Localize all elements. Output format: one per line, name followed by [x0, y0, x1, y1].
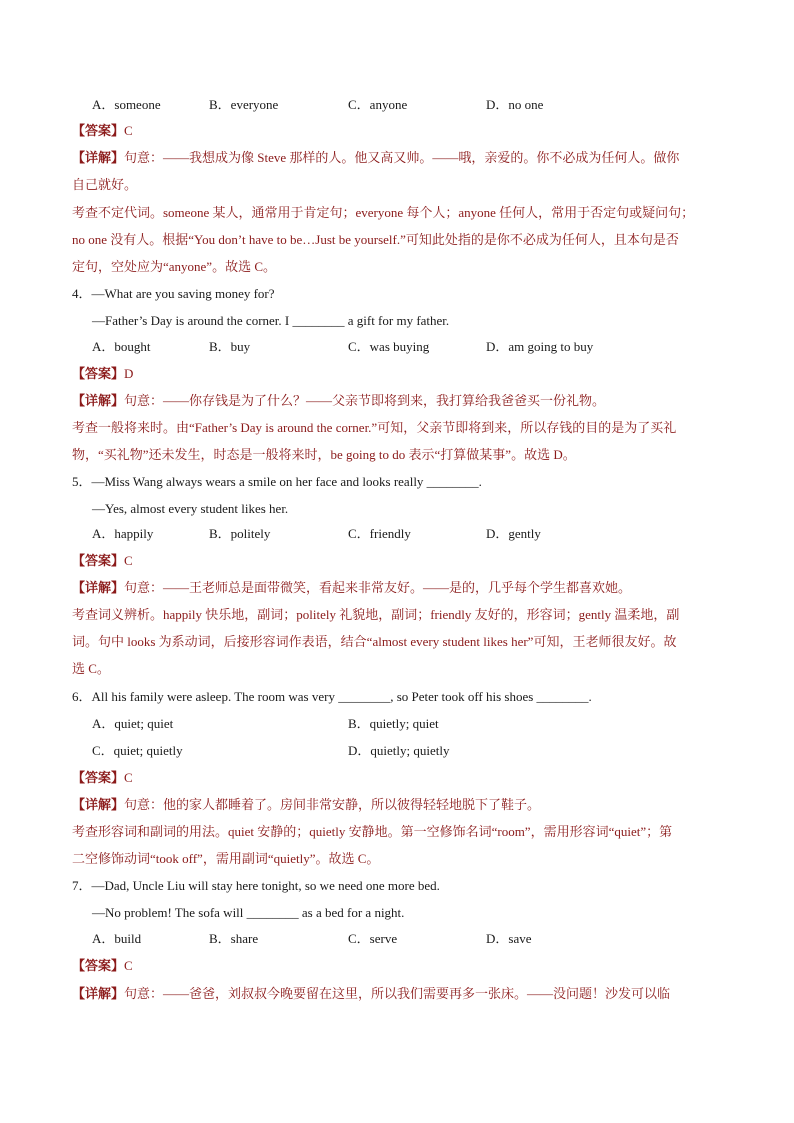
q7-option-b: B．share — [209, 931, 259, 946]
detail-tag: 【详解】 — [72, 150, 125, 165]
q7-option-a: A．build — [92, 931, 142, 946]
answer-value: C — [124, 958, 133, 973]
q5-answer — [72, 552, 133, 570]
q4-option-b: B．buy — [209, 339, 251, 354]
detail-tag: 【详解】 — [72, 393, 125, 408]
answer-tag: 【答案】 — [72, 123, 125, 138]
q6-option-b: B．quietly; quiet — [348, 716, 439, 731]
q6-stem-line-1: 6．All his family were asleep. The room was very ________, so Peter took off his shoes ________. — [72, 689, 592, 704]
q4-stem-line-1: 4．—What are you saving money for? — [72, 286, 275, 301]
answer-value: C — [124, 123, 133, 138]
q6-option-c: C．quiet; quietly — [92, 743, 183, 758]
q4-option-d: D．am going to buy — [486, 339, 594, 354]
answer-tag: 【答案】 — [72, 366, 125, 381]
q5-option-b: B．politely — [209, 526, 271, 541]
q7-option-d: D．save — [486, 931, 532, 946]
q6-detail-line-1 — [72, 796, 540, 814]
q7-stem-line-1: 7．—Dad, Uncle Liu will stay here tonight, so we need one more bed. — [72, 878, 440, 893]
q6-option-d: D．quietly; quietly — [348, 743, 450, 758]
q7-option-c: C．serve — [348, 931, 398, 946]
detail-text: 句意：——王老师总是面带微笑，看起来非常友好。——是的，几乎每个学生都喜欢她。 — [124, 580, 632, 595]
answer-value: D — [124, 366, 134, 381]
q7-detail-line-1 — [72, 985, 670, 1003]
q5-detail-line-3: 词。句中 looks 为系动词，后接形容词作表语，结合“almost every student likes her”可知，王老师很友好。故 — [72, 634, 677, 649]
q3-detail-line-3: 考查不定代词。someone 某人，通常用于肯定句；everyone 每个人；anyone 任何人，常用于否定句或疑问句； — [72, 205, 695, 220]
q6-detail-line-2: 考查形容词和副词的用法。quiet 安静的；quietly 安静地。第一空修饰名词“room”，需用形容词“quiet”；第 — [72, 824, 673, 839]
q3-detail-line-2: 自己就好。 — [72, 177, 138, 192]
q3-option-d: D．no one — [486, 97, 544, 112]
q3-option-a: A．someone — [92, 97, 161, 112]
q5-detail-line-2: 考查词义辨析。happily 快乐地，副词；politely 礼貌地，副词；friendly 友好的，形容词；gently 温柔地，副 — [72, 607, 680, 622]
q3-detail-line-4: no one 没有人。根据“You don’t have to be…Just be yourself.”可知此处指的是你不必成为任何人，且本句是否 — [72, 232, 679, 247]
detail-text: 句意：他的家人都睡着了。房间非常安静，所以彼得轻轻地脱下了鞋子。 — [124, 797, 541, 812]
q4-option-a: A．bought — [92, 339, 151, 354]
q4-detail-line-1 — [72, 392, 605, 410]
answer-tag: 【答案】 — [72, 770, 125, 785]
q5-stem-line-2: —Yes, almost every student likes her. — [92, 501, 289, 516]
detail-tag: 【详解】 — [72, 580, 125, 595]
q7-answer — [72, 957, 133, 975]
q4-option-c: C．was buying — [348, 339, 430, 354]
q4-stem-line-2: —Father’s Day is around the corner. I ________ a gift for my father. — [92, 313, 450, 328]
q6-detail-line-3: 二空修饰动词“took off”，需用副词“quietly”。故选 C。 — [72, 851, 380, 866]
q5-detail-line-1 — [72, 579, 631, 597]
detail-text: 句意：——你存钱是为了什么？——父亲节即将到来，我打算给我爸爸买一份礼物。 — [124, 393, 606, 408]
answer-value: C — [124, 553, 133, 568]
q6-answer — [72, 769, 133, 787]
q6-option-a: A．quiet; quiet — [92, 716, 174, 731]
answer-value: C — [124, 770, 133, 785]
q4-answer — [72, 365, 133, 383]
q3-option-c: C．anyone — [348, 97, 408, 112]
detail-text: 句意：——我想成为像 Steve 那样的人。他又高又帅。——哦，亲爱的。你不必成为任何人。做你 — [124, 150, 680, 165]
q7-stem-line-2: —No problem! The sofa will ________ as a bed for a night. — [92, 905, 405, 920]
q5-detail-line-4: 选 C。 — [72, 661, 110, 676]
q4-detail-line-2: 考查一般将来时。由“Father’s Day is around the corner.”可知，父亲节即将到来，所以存钱的目的是为了买礼 — [72, 420, 677, 435]
q5-option-d: D．gently — [486, 526, 541, 541]
detail-text: 句意：——爸爸，刘叔叔今晚要留在这里，所以我们需要再多一张床。——没问题！沙发可以临 — [124, 986, 671, 1001]
q3-answer — [72, 122, 133, 140]
q5-option-c: C．friendly — [348, 526, 411, 541]
q5-stem-line-1: 5．—Miss Wang always wears a smile on her face and looks really ________. — [72, 474, 482, 489]
q3-detail-line-1 — [72, 149, 679, 167]
q5-option-a: A．happily — [92, 526, 154, 541]
q4-detail-line-3: 物，“买礼物”还未发生，时态是一般将来时，be going to do 表示“打算做某事”。故选 D。 — [72, 447, 576, 462]
answer-tag: 【答案】 — [72, 958, 125, 973]
answer-tag: 【答案】 — [72, 553, 125, 568]
detail-tag: 【详解】 — [72, 986, 125, 1001]
detail-tag: 【详解】 — [72, 797, 125, 812]
q3-option-b: B．everyone — [209, 97, 279, 112]
q3-detail-line-5: 定句，空处应为“anyone”。故选 C。 — [72, 259, 277, 274]
